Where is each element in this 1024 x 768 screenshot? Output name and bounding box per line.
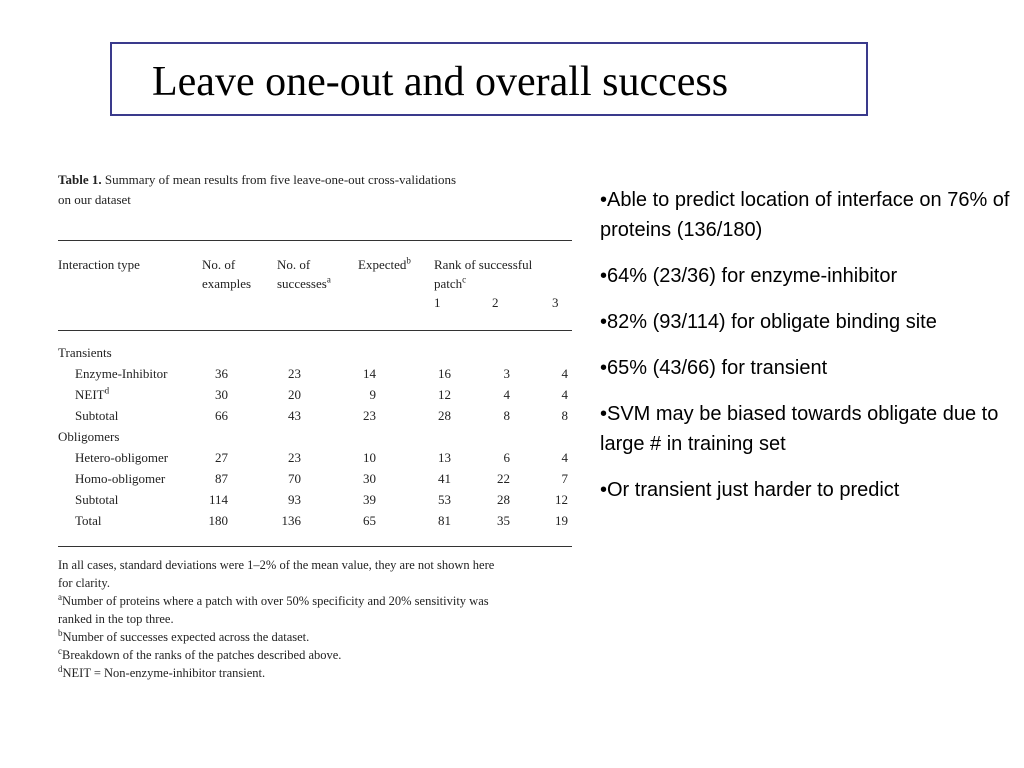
row-label: Transients	[58, 345, 112, 360]
table-row	[58, 447, 572, 468]
bullet-item: •SVM may be biased towards obligate due to large # in training set	[600, 403, 999, 455]
table-row	[58, 363, 572, 384]
cell-successes: 23	[288, 366, 301, 381]
cell-rank2: 22	[497, 471, 510, 486]
cell-examples: 36	[215, 366, 228, 381]
cell-examples: 87	[215, 471, 228, 486]
slide-title: Leave one-out and overall success	[152, 59, 729, 105]
bottom-rule	[58, 546, 572, 547]
bullet-item: •Or transient just harder to predict	[600, 479, 900, 501]
footnote-c: $^c$Breakdown of the ranks of the patches described above.	[58, 645, 342, 662]
row-label: Hetero-obligomer	[75, 450, 169, 465]
cell-rank3: 4	[561, 366, 568, 381]
table-caption-line2: on our dataset	[58, 192, 131, 207]
cell-rank1: 28	[438, 408, 451, 423]
cell-expected: 30	[363, 471, 376, 486]
table-label: Table 1.	[58, 172, 102, 187]
cell-examples: 66	[215, 408, 228, 423]
cell-rank1: 12	[438, 387, 451, 402]
row-label: Homo-obligomer	[75, 471, 166, 486]
header-rank-2: 2	[492, 295, 499, 310]
table-row	[58, 405, 572, 426]
cell-rank2: 6	[503, 450, 510, 465]
cell-rank3: 4	[561, 450, 568, 465]
results-table-figure	[58, 170, 572, 680]
cell-rank3: 8	[561, 408, 568, 423]
row-label: Subtotal	[75, 408, 119, 423]
top-rule	[58, 240, 572, 241]
table-row	[58, 510, 572, 531]
footnote-a: $^a$Number of proteins where a patch with over 50% specificity and 20% sensitivity was ranked in the top three.	[58, 591, 489, 626]
cell-expected: 10	[363, 450, 376, 465]
table-row	[58, 426, 572, 447]
bullet-item: •Able to predict location of interface on 76% of proteins (136/180)	[600, 189, 1010, 241]
footnote-general: In all cases, standard deviations were 1–2% of the mean value, they are not shown here for clarity.	[58, 558, 495, 590]
cell-rank2: 35	[497, 513, 510, 528]
header-rank-3: 3	[552, 295, 559, 310]
cell-successes: 93	[288, 492, 301, 507]
title-box	[110, 42, 868, 116]
cell-expected: 9	[369, 387, 376, 402]
cell-examples: 27	[215, 450, 228, 465]
row-label: Total	[75, 513, 102, 528]
header-expected: Expected$^b$	[358, 255, 411, 272]
cell-examples: 180	[208, 513, 228, 528]
table-header	[58, 255, 572, 315]
cell-rank2: 28	[497, 492, 510, 507]
cell-examples: 30	[215, 387, 228, 402]
table-row	[58, 468, 572, 489]
footnote-d: $^d$NEIT = Non-enzyme-inhibitor transient.	[58, 663, 266, 680]
header-rank: Rank of successful patch$^c$	[434, 257, 533, 291]
cell-successes: 20	[288, 387, 301, 402]
cell-rank3: 7	[561, 471, 568, 486]
footnote-b: $^b$Number of successes expected across the dataset.	[58, 627, 310, 644]
cell-expected: 14	[363, 366, 376, 381]
cell-expected: 65	[363, 513, 376, 528]
header-interaction-type: Interaction type	[58, 257, 140, 272]
table-row	[58, 384, 572, 405]
cell-expected: 23	[363, 408, 376, 423]
cell-successes: 43	[288, 408, 301, 423]
cell-successes: 23	[288, 450, 301, 465]
cell-rank3: 4	[561, 387, 568, 402]
cell-rank1: 16	[438, 366, 451, 381]
bullet-item: •82% (93/114) for obligate binding site	[600, 311, 937, 333]
row-label: NEIT$^d$	[75, 385, 110, 402]
cell-rank2: 4	[503, 387, 510, 402]
cell-examples: 114	[208, 492, 228, 507]
cell-successes: 136	[281, 513, 301, 528]
table-footnotes	[58, 556, 572, 682]
bullet-item: •64% (23/36) for enzyme-inhibitor	[600, 265, 898, 287]
cell-rank2: 8	[503, 408, 510, 423]
header-rank-1: 1	[434, 295, 441, 310]
cell-rank2: 3	[503, 366, 510, 381]
cell-rank1: 81	[438, 513, 451, 528]
cell-successes: 70	[288, 471, 301, 486]
table-caption	[58, 170, 572, 216]
row-label: Enzyme-Inhibitor	[75, 366, 168, 381]
header-examples: No. of examples	[202, 257, 252, 291]
table-row	[58, 489, 572, 510]
table-caption-text: Summary of mean results from five leave-one-out cross-validations	[104, 172, 457, 187]
row-label: Subtotal	[75, 492, 119, 507]
row-label: Obligomers	[58, 429, 120, 444]
table-body	[58, 342, 572, 531]
header-successes: No. of successes$^a$	[277, 257, 331, 291]
cell-rank1: 41	[438, 471, 451, 486]
bullet-item: •65% (43/66) for transient	[600, 357, 828, 379]
bullet-list	[600, 185, 1016, 521]
cell-rank1: 13	[438, 450, 451, 465]
header-rule	[58, 330, 572, 331]
cell-rank1: 53	[438, 492, 451, 507]
table-row	[58, 342, 572, 363]
cell-expected: 39	[363, 492, 376, 507]
cell-rank3: 12	[555, 492, 568, 507]
cell-rank3: 19	[555, 513, 568, 528]
